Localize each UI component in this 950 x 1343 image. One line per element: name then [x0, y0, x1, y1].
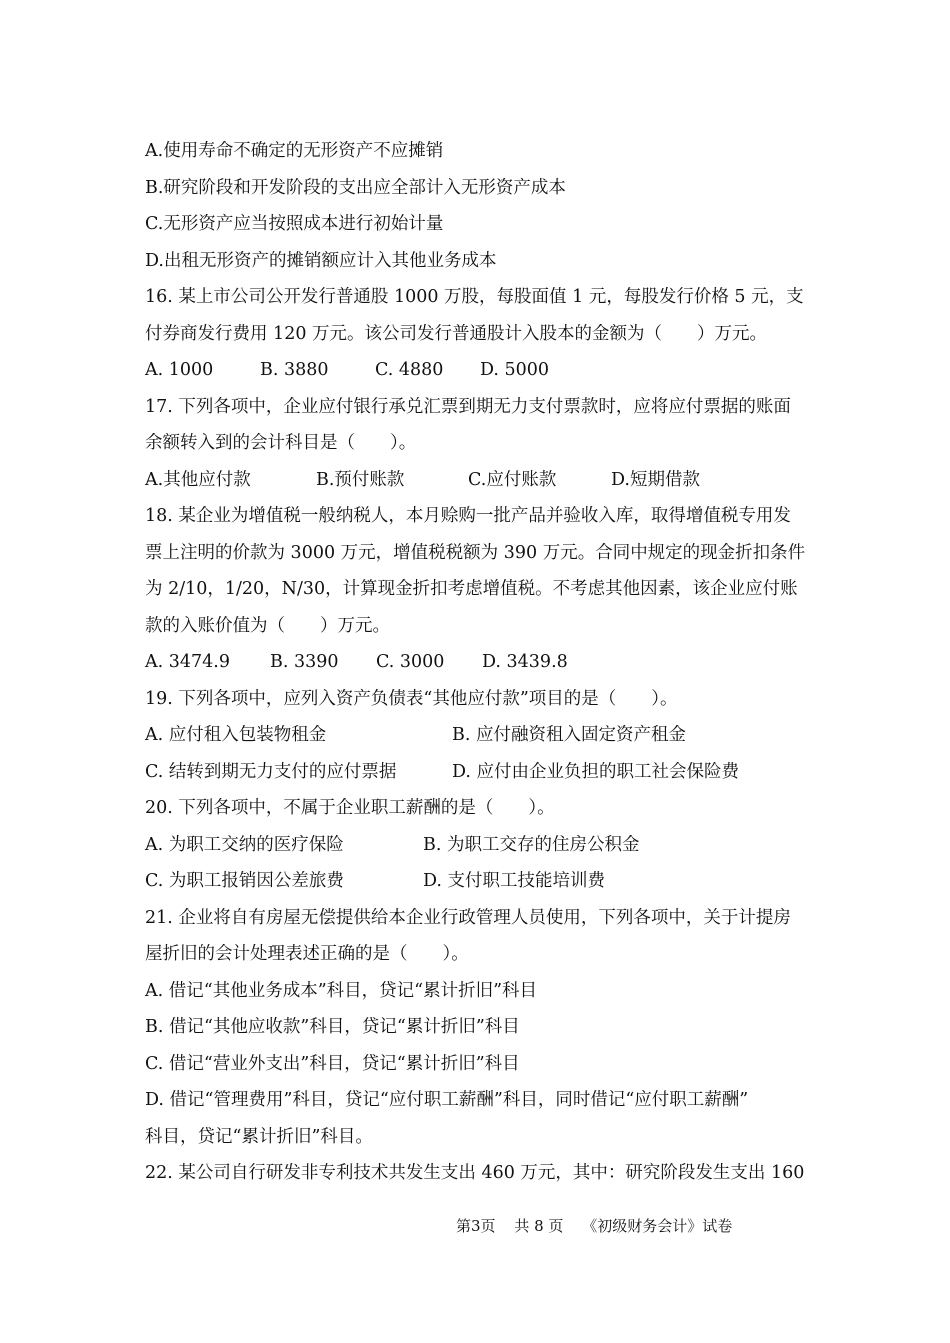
- q21-text-line-2: 屋折旧的会计处理表述正确的是（ ）。: [145, 944, 469, 964]
- q18-text-line-2: 票上注明的价款为 3000 万元，增值税税额为 390 万元。合同中规定的现金折扣条件: [145, 542, 806, 563]
- q18-option-d: D. 3439.8: [482, 652, 568, 672]
- q19-options-row-2: [145, 754, 850, 791]
- q18-option-c: C. 3000: [376, 652, 445, 672]
- footer-page-total: 共 8 页: [514, 1217, 564, 1235]
- q16-text-line-2: 付券商发行费用 120 万元。该公司发行普通股计入股本的金额为（ ）万元。: [145, 323, 768, 344]
- q18-text-line-1: 18. 某企业为增值税一般纳税人，本月赊购一批产品并验收入库，取得增值税专用发: [145, 506, 791, 526]
- q19-text: 19. 下列各项中，应列入资产负债表“其他应付款”项目的是（ ）。: [145, 688, 678, 709]
- q18-text-line-3: 为 2/10，1/20，N/30，计算现金折扣考虑增值税。不考虑其他因素，该企业应付账: [145, 579, 798, 599]
- q18-text-line-4: 款的入账价值为（ ）万元。: [145, 615, 390, 636]
- q16-options: [145, 352, 850, 389]
- q21-option-c: C. 借记“营业外支出”科目，贷记“累计折旧”科目: [145, 1053, 520, 1074]
- q19-option-a: A. 应付租入包装物租金: [145, 725, 327, 745]
- q20-option-c: C. 为职工报销因公差旅费: [145, 871, 344, 891]
- q21-option-a: A. 借记“其他业务成本”科目，贷记“累计折旧”科目: [145, 980, 538, 1001]
- q20-options-row-2: [145, 863, 850, 900]
- q21-option-b: B. 借记“其他应收款”科目，贷记“累计折旧”科目: [145, 1017, 520, 1037]
- q17-options: [145, 462, 850, 499]
- q21-option-d-line-2: 科目，贷记“累计折旧”科目。: [145, 1126, 373, 1147]
- q22-text-line-1: 22. 某公司自行研发非专利技术共发生支出 460 万元，其中：研究阶段发生支出 160: [145, 1163, 805, 1183]
- q20-option-a: A. 为职工交纳的医疗保险: [145, 834, 344, 855]
- q17-option-a: A.其他应付款: [145, 469, 251, 490]
- q18-option-a: A. 3474.9: [145, 652, 230, 672]
- q16-option-b: B. 3880: [260, 360, 329, 380]
- q16-option-d: D. 5000: [480, 360, 550, 380]
- q19-option-d: D. 应付由企业负担的职工社会保险费: [452, 761, 740, 782]
- q20-option-b: B. 为职工交存的住房公积金: [423, 834, 640, 855]
- q17-text-line-1: 17. 下列各项中，企业应付银行承兑汇票到期无力支付票款时，应将应付票据的账面: [145, 396, 791, 417]
- q18-options: [145, 644, 850, 681]
- q15-option-b: B.研究阶段和开发阶段的支出应全部计入无形资产成本: [145, 177, 566, 198]
- q17-option-b: B.预付账款: [316, 469, 405, 490]
- q17-option-c: C.应付账款: [468, 469, 557, 490]
- footer-page-number: 第3页: [456, 1217, 496, 1235]
- q20-option-d: D. 支付职工技能培训费: [423, 871, 606, 891]
- page-footer: [456, 1215, 746, 1236]
- q15-option-c: C.无形资产应当按照成本进行初始计量: [145, 214, 444, 234]
- q19-option-b: B. 应付融资租入固定资产租金: [452, 725, 686, 745]
- q18-option-b: B. 3390: [270, 652, 339, 672]
- q17-option-d: D.短期借款: [611, 469, 700, 490]
- q16-option-a: A. 1000: [145, 360, 214, 380]
- q19-option-c: C. 结转到期无力支付的应付票据: [145, 761, 397, 782]
- footer-exam-title: 《初级财务会计》试卷: [582, 1217, 733, 1235]
- q21-option-d-line-1: D. 借记“管理费用”科目，贷记“应付职工薪酬”科目，同时借记“应付职工薪酬”: [145, 1090, 749, 1110]
- q16-text-line-1: 16. 某上市公司公开发行普通股 1000 万股，每股面值 1 元，每股发行价格 5 元，支: [145, 287, 804, 307]
- q20-options-row-1: [145, 827, 850, 864]
- q15-option-d: D.出租无形资产的摊销额应计入其他业务成本: [145, 250, 497, 271]
- q17-text-line-2: 余额转入到的会计科目是（ ）。: [145, 433, 417, 453]
- q19-options-row-1: [145, 717, 850, 754]
- q20-text: 20. 下列各项中，不属于企业职工薪酬的是（ ）。: [145, 798, 555, 818]
- q21-text-line-1: 21. 企业将自有房屋无偿提供给本企业行政管理人员使用，下列各项中，关于计提房: [145, 907, 791, 928]
- q15-option-a: A.使用寿命不确定的无形资产不应摊销: [145, 141, 444, 161]
- question-content: [145, 133, 850, 1192]
- q16-option-c: C. 4880: [375, 360, 444, 380]
